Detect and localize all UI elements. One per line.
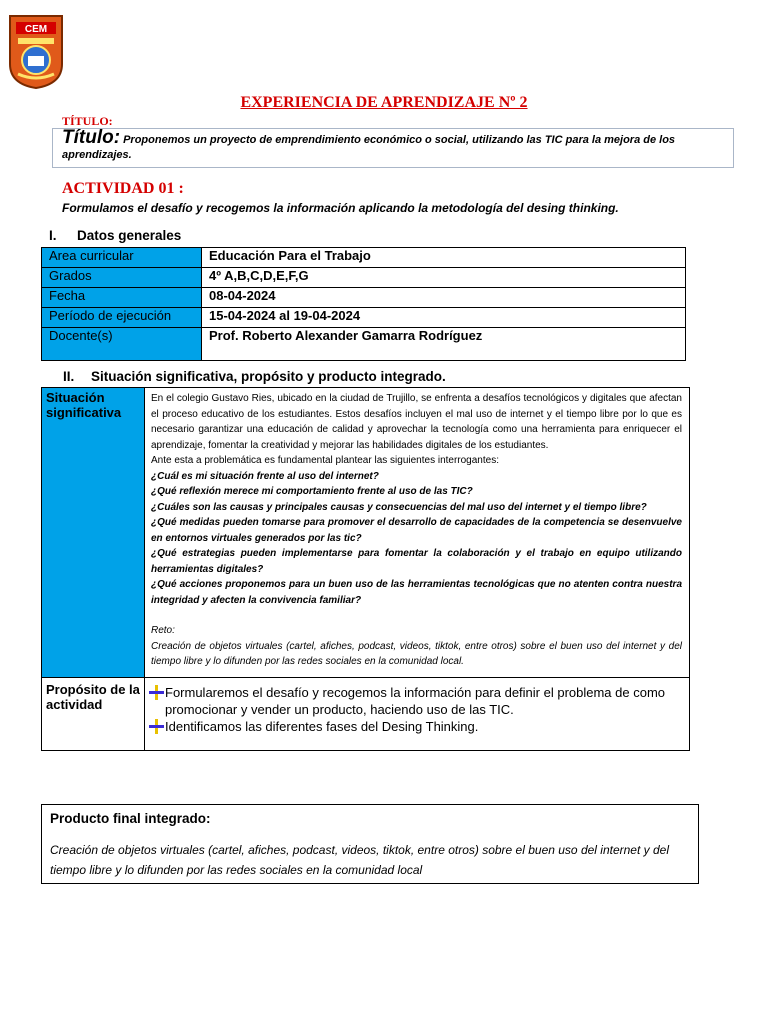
titulo-label: TÍTULO:: [62, 114, 113, 128]
datos-label: Grados: [42, 268, 202, 288]
datos-value: 15-04-2024 al 19-04-2024: [202, 308, 686, 328]
proposito-item: [149, 684, 682, 718]
table-row: [42, 268, 686, 288]
datos-label: Docente(s): [42, 328, 202, 361]
question-item: ¿Qué acciones proponemos para un buen uso de las herramientas tecnológicas que no atenten contra nuestra integridad y afecten la convivencia familiar?: [151, 579, 682, 606]
proposito-content: [145, 677, 690, 750]
datos-label: Area curricular: [42, 248, 202, 268]
titulo-text: Proponemos un proyecto de emprendimiento económico o social, utilizando las TIC para la mejora de los aprendizajes.: [62, 134, 676, 161]
datos-value: Educación Para el Trabajo: [202, 248, 686, 268]
question-item: ¿Qué medidas pueden tomarse para promover el desarrollo de capacidades de la competencia se desenvuelve en entornos virtuales generados por las tic?: [151, 517, 682, 544]
proposito-item: [149, 718, 682, 735]
school-crest-logo: [8, 14, 64, 90]
experiencia-title: EXPERIENCIA DE APRENDIZAJE Nº 2: [240, 94, 528, 111]
actividad-label: ACTIVIDAD 01 :: [62, 180, 184, 197]
datos-table: [41, 247, 686, 361]
proposito-label: Propósito de la actividad: [42, 677, 145, 750]
datos-label: Fecha: [42, 288, 202, 308]
situacion-para1: En el colegio Gustavo Ries, ubicado en la ciudad de Trujillo, se enfrenta a desafíos tecnológicos y digitales que afectan el proceso educativo de los estudiantes. Estos desafíos incluyen el mal uso de internet y el tiempo libre por lo que es necesario garantizar una educación de calidad y aprovechar la tecnología como una herramienta para enriquecer el aprendizaje, fomentar la creatividad y mejorar las habilidades digitales de los estudiantes.: [151, 393, 682, 451]
titulo-box: [52, 128, 734, 168]
producto-box: [41, 804, 699, 884]
question-item: ¿Qué reflexión merece mi comportamiento frente al uso de las TIC?: [151, 486, 473, 497]
datos-value: 4º A,B,C,D,E,F,G: [202, 268, 686, 288]
proposito-item-text: Identificamos las diferentes fases del Desing Thinking.: [165, 718, 479, 734]
situacion-num: II.: [63, 369, 75, 384]
table-row: [42, 677, 690, 750]
situacion-label: Situación significativa: [42, 388, 145, 678]
table-row: [42, 328, 686, 361]
plus-bullet-icon: [149, 719, 164, 734]
datos-heading: [49, 228, 181, 243]
question-item: ¿Qué estrategias pueden implementarse para fomentar la colaboración y el trabajo en equipo utilizando herramientas digitales?: [151, 548, 682, 575]
actividad-description: Formulamos el desafío y recogemos la información aplicando la metodología del desing thinking.: [62, 201, 619, 215]
question-item: ¿Cuáles son las causas y principales causas y consecuencias del mal uso del internet y el tiempo libre?: [151, 501, 647, 513]
table-row: [42, 388, 690, 678]
plus-bullet-icon: [149, 685, 164, 700]
proposito-item-text: Formularemos el desafío y recogemos la información para definir el problema de como promocionar y vender un producto, haciendo uso de las TIC.: [165, 684, 666, 717]
titulo-big: Título:: [62, 127, 121, 148]
producto-text: Creación de objetos virtuales (cartel, afiches, podcast, videos, tiktok, entre otros) sobre el buen uso del internet y del tiempo libre y lo difunden por las redes sociales en la comunidad local: [50, 843, 669, 877]
datos-value: Prof. Roberto Alexander Gamarra Rodríguez: [202, 328, 686, 361]
question-item: ¿Cuál es mi situación frente al uso del internet?: [151, 470, 379, 482]
reto-label: Reto:: [151, 625, 175, 636]
table-row: [42, 308, 686, 328]
datos-num: I.: [49, 228, 57, 243]
logo-text: CEM: [24, 24, 48, 35]
table-row: [42, 248, 686, 268]
situacion-heading-text: Situación significativa, propósito y producto integrado.: [91, 369, 446, 384]
situacion-para2: Ante esta a problemática es fundamental plantear las siguientes interrogantes:: [151, 455, 499, 466]
reto-text: Creación de objetos virtuales (cartel, afiches, podcast, videos, tiktok, entre otros) sobre el buen uso del internet y del tiempo libre y lo difunden por las redes sociales en la comunidad local.: [151, 640, 682, 667]
situacion-heading: [63, 369, 446, 384]
situacion-table: [41, 387, 690, 751]
datos-heading-text: Datos generales: [77, 228, 182, 243]
table-row: [42, 288, 686, 308]
datos-value: 08-04-2024: [202, 288, 686, 308]
datos-label: Período de ejecución: [42, 308, 202, 328]
producto-heading: Producto final integrado:: [50, 811, 211, 826]
situacion-content: [145, 388, 690, 678]
